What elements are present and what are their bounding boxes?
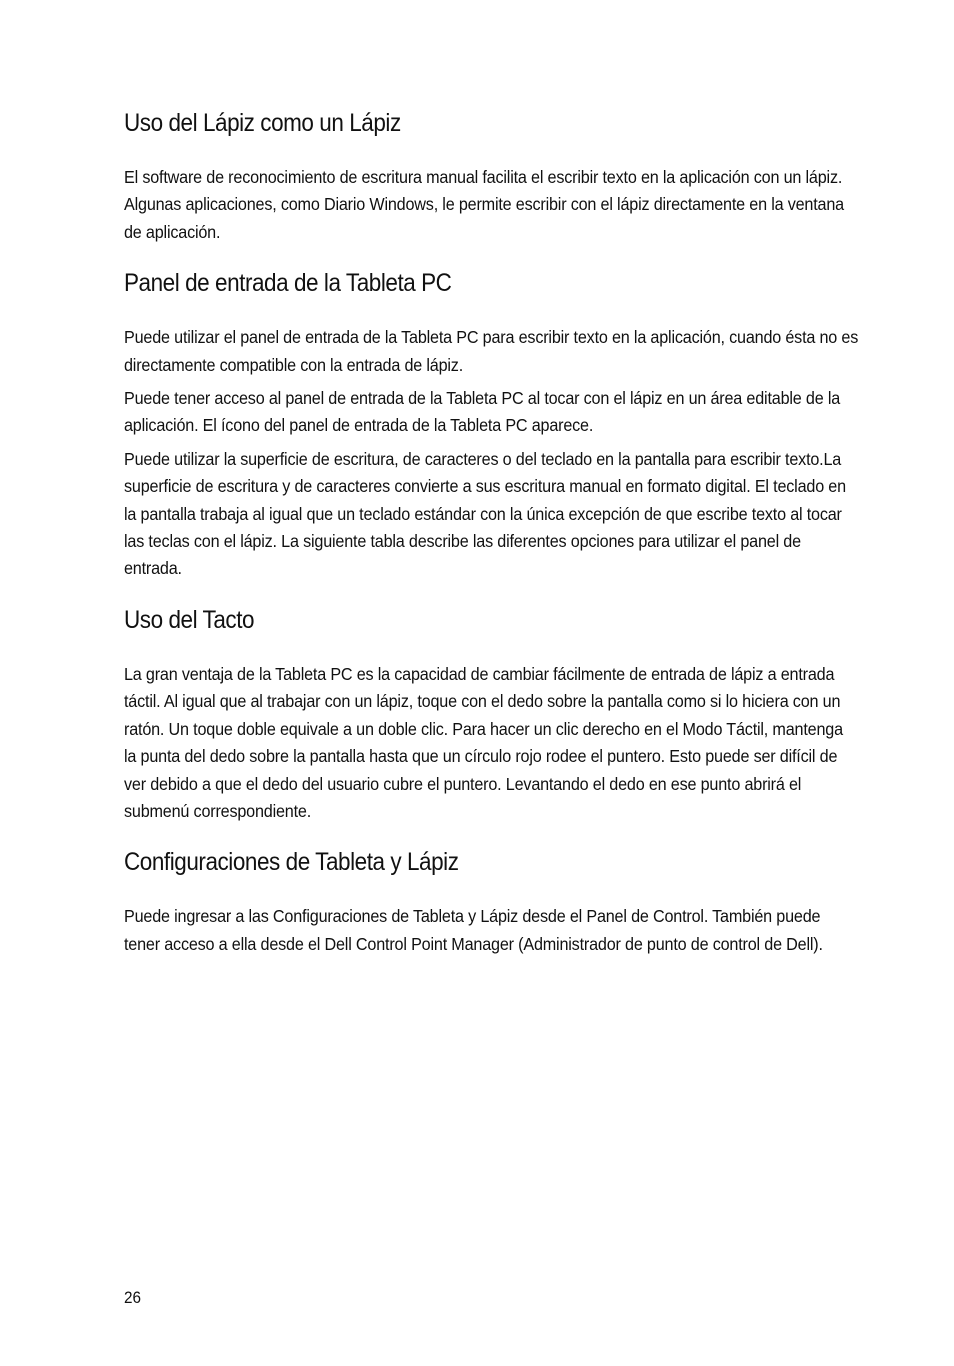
page-number: 26: [124, 1288, 142, 1307]
section-heading: Uso del Tacto: [124, 605, 255, 634]
section-heading: Uso del Lápiz como un Lápiz: [124, 109, 401, 137]
section-heading: Panel de entrada de la Tableta PC: [124, 269, 452, 298]
paragraph: Puede utilizar la superficie de escritura, de caracteres o del teclado en la pantalla para escribir texto.La superficie de escritura y de caracteres convierte a sus escritura manual en formato digital. El teclado en la pantalla trabaja al igual que un teclado estándar con la única excepción de que escribe texto al tocar las teclas con el lápiz. La siguiente tabla describe las diferentes opciones para utilizar el panel de entrada.: [124, 448, 846, 579]
paragraph: Puede tener acceso al panel de entrada de la Tableta PC al tocar con el lápiz en un área editable de la aplicación. El ícono del panel de entrada de la Tableta PC aparece.: [124, 388, 841, 436]
paragraph: La gran ventaja de la Tableta PC es la capacidad de cambiar fácilmente de entrada de lápiz a entrada táctil. Al igual que al trabajar con un lápiz, toque con el dedo sobre la pantalla como si lo hiciera con un ratón. Un toque doble equivale a un doble clic. Para hacer un clic derecho en el Modo Táctil, mantenga la punta del dedo sobre la pantalla hasta que un círculo rojo rodee el puntero. Esto puede ser difícil de ver debido a que el dedo del usuario cubre el puntero. Levantando el dedo en ese punto abrirá el submenú correspondiente.: [124, 663, 843, 821]
section-uso-del-tacto: [124, 605, 859, 825]
paragraph: Puede utilizar el panel de entrada de la Tableta PC para escribir texto en la aplicación, cuando ésta no es directamente compatible con la entrada de lápiz.: [124, 327, 859, 375]
paragraph: Puede ingresar a las Configuraciones de Tableta y Lápiz desde el Panel de Control. También puede tener acceso a ella desde el Dell Control Point Manager (Administrador de punto de control de Dell).: [124, 906, 823, 954]
page-content: [124, 108, 859, 964]
section-panel-de-entrada: [124, 268, 859, 583]
paragraph: El software de reconocimiento de escritura manual facilita el escribir texto en la aplicación con un lápiz. Algunas aplicaciones, como Diario Windows, le permite escribir con el lápiz directamente en la ventana de aplicación.: [124, 167, 844, 242]
section-uso-del-lapiz: [124, 108, 859, 246]
section-configuraciones: [124, 847, 859, 958]
section-heading: Configuraciones de Tableta y Lápiz: [124, 848, 459, 877]
